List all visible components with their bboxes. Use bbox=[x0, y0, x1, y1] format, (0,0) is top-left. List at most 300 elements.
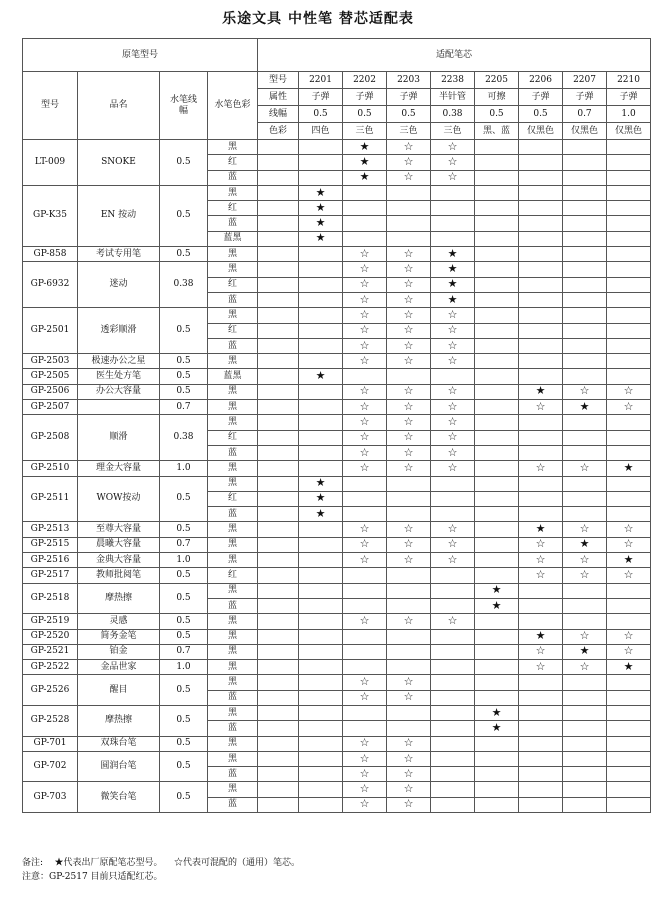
refill-row-label: 型号 bbox=[258, 72, 299, 89]
match-cell bbox=[387, 767, 431, 782]
match-cell bbox=[387, 201, 431, 216]
match-cell bbox=[431, 292, 475, 307]
match-cell bbox=[343, 338, 387, 353]
star-original-icon: ★ bbox=[315, 185, 326, 199]
match-cell bbox=[475, 170, 519, 185]
match-cell bbox=[563, 247, 607, 262]
pen-width-cell: 0.5 bbox=[160, 476, 208, 522]
remark-star-legend: ★代表出厂原配笔芯型号。 bbox=[54, 858, 163, 868]
match-cell bbox=[431, 140, 475, 155]
pen-color-cell: 黑 bbox=[208, 629, 258, 644]
match-cell bbox=[431, 736, 475, 751]
match-cell bbox=[475, 690, 519, 705]
match-cell bbox=[519, 216, 563, 231]
pen-color-cell: 黑 bbox=[208, 614, 258, 629]
pen-name-cell: 晨曦大容量 bbox=[78, 537, 160, 552]
model-header: 型号 bbox=[23, 72, 78, 140]
refill-row-label: 属性 bbox=[258, 89, 299, 106]
match-cell bbox=[607, 155, 651, 170]
match-cell bbox=[563, 736, 607, 751]
match-cell bbox=[563, 430, 607, 445]
match-cell bbox=[299, 537, 343, 552]
match-cell bbox=[387, 797, 431, 812]
star-compatible-icon: ☆ bbox=[403, 399, 414, 413]
match-cell bbox=[607, 598, 651, 613]
table-row bbox=[23, 369, 651, 384]
match-cell bbox=[431, 201, 475, 216]
star-original-icon: ★ bbox=[359, 170, 370, 184]
pen-name-cell: 考试专用笔 bbox=[78, 247, 160, 262]
pen-name-cell: EN 按动 bbox=[78, 185, 160, 246]
match-cell bbox=[519, 369, 563, 384]
match-cell bbox=[299, 292, 343, 307]
match-cell bbox=[607, 185, 651, 200]
pen-width-cell: 1.0 bbox=[160, 553, 208, 568]
match-cell bbox=[431, 323, 475, 338]
match-cell bbox=[299, 415, 343, 430]
pen-color-cell: 蓝黑 bbox=[208, 369, 258, 384]
pen-color-cell: 黑 bbox=[208, 675, 258, 690]
match-cell bbox=[563, 660, 607, 675]
match-cell bbox=[431, 705, 475, 720]
match-cell bbox=[475, 629, 519, 644]
table-row bbox=[23, 705, 651, 720]
match-cell bbox=[387, 644, 431, 659]
match-cell bbox=[607, 736, 651, 751]
star-compatible-icon: ☆ bbox=[535, 659, 546, 673]
star-original-icon: ★ bbox=[623, 659, 634, 673]
match-cell bbox=[519, 583, 563, 598]
pen-model-cell: LT-009 bbox=[23, 140, 78, 186]
refill-attr-cell: 子弹 bbox=[343, 89, 387, 106]
match-cell bbox=[343, 231, 387, 246]
table-row bbox=[23, 522, 651, 537]
table-row bbox=[23, 660, 651, 675]
match-cell bbox=[343, 629, 387, 644]
match-cell bbox=[343, 660, 387, 675]
pen-model-cell: GP-2508 bbox=[23, 415, 78, 461]
blank-cell bbox=[258, 247, 299, 262]
star-original-icon: ★ bbox=[315, 506, 326, 520]
match-cell bbox=[475, 216, 519, 231]
pen-color-cell: 黑 bbox=[208, 247, 258, 262]
star-compatible-icon: ☆ bbox=[359, 399, 370, 413]
match-cell bbox=[475, 369, 519, 384]
match-cell bbox=[519, 690, 563, 705]
match-cell bbox=[475, 507, 519, 522]
match-cell bbox=[607, 323, 651, 338]
match-cell bbox=[475, 292, 519, 307]
match-cell bbox=[387, 338, 431, 353]
star-compatible-icon: ☆ bbox=[359, 522, 370, 536]
star-compatible-icon: ☆ bbox=[403, 353, 414, 367]
match-cell bbox=[431, 598, 475, 613]
star-compatible-icon: ☆ bbox=[403, 430, 414, 444]
match-cell bbox=[343, 675, 387, 690]
table-row bbox=[23, 751, 651, 766]
match-cell bbox=[607, 751, 651, 766]
pen-color-cell: 黑 bbox=[208, 782, 258, 797]
match-cell bbox=[607, 491, 651, 506]
match-cell bbox=[299, 400, 343, 415]
match-cell bbox=[431, 797, 475, 812]
match-cell bbox=[475, 491, 519, 506]
match-cell bbox=[431, 445, 475, 460]
match-cell bbox=[563, 354, 607, 369]
blank-cell bbox=[258, 384, 299, 399]
pen-color-cell: 蓝 bbox=[208, 216, 258, 231]
match-cell bbox=[387, 308, 431, 323]
star-compatible-icon: ☆ bbox=[447, 460, 458, 474]
match-cell bbox=[431, 629, 475, 644]
star-compatible-icon: ☆ bbox=[359, 751, 370, 765]
table-row bbox=[23, 415, 651, 430]
match-cell bbox=[299, 721, 343, 736]
caution-line: 注意：GP-2517 目前只适配红芯。 bbox=[22, 872, 163, 882]
star-compatible-icon: ☆ bbox=[447, 384, 458, 398]
width-header: 水笔线幅 bbox=[160, 72, 208, 140]
match-cell bbox=[299, 445, 343, 460]
pen-color-cell: 蓝 bbox=[208, 598, 258, 613]
pen-color-cell: 黑 bbox=[208, 553, 258, 568]
match-cell bbox=[343, 155, 387, 170]
star-compatible-icon: ☆ bbox=[403, 246, 414, 260]
match-cell bbox=[475, 185, 519, 200]
pen-color-cell: 蓝 bbox=[208, 767, 258, 782]
pen-color-cell: 黑 bbox=[208, 262, 258, 277]
table-row bbox=[23, 400, 651, 415]
star-original-icon: ★ bbox=[315, 200, 326, 214]
blank-cell bbox=[258, 767, 299, 782]
pen-model-cell: GP-2516 bbox=[23, 553, 78, 568]
star-compatible-icon: ☆ bbox=[535, 644, 546, 658]
match-cell bbox=[475, 751, 519, 766]
pen-model-cell: GP-2517 bbox=[23, 568, 78, 583]
refill-width-cell: 0.38 bbox=[431, 106, 475, 123]
star-compatible-icon: ☆ bbox=[403, 262, 414, 276]
blank-cell bbox=[258, 553, 299, 568]
pen-name-cell bbox=[78, 400, 160, 415]
blank-cell bbox=[258, 400, 299, 415]
blank-cell bbox=[258, 216, 299, 231]
match-cell bbox=[299, 675, 343, 690]
match-cell bbox=[607, 629, 651, 644]
star-compatible-icon: ☆ bbox=[403, 338, 414, 352]
match-cell bbox=[343, 201, 387, 216]
match-cell bbox=[475, 660, 519, 675]
match-cell bbox=[475, 721, 519, 736]
match-cell bbox=[519, 461, 563, 476]
match-cell bbox=[387, 751, 431, 766]
match-cell bbox=[387, 185, 431, 200]
pen-width-cell: 0.5 bbox=[160, 751, 208, 782]
match-cell bbox=[475, 231, 519, 246]
match-cell bbox=[475, 782, 519, 797]
table-row bbox=[23, 185, 651, 200]
table-row bbox=[23, 644, 651, 659]
match-cell bbox=[519, 629, 563, 644]
pen-model-cell: GP-6932 bbox=[23, 262, 78, 308]
pen-color-cell: 黑 bbox=[208, 185, 258, 200]
pen-width-cell: 1.0 bbox=[160, 461, 208, 476]
match-cell bbox=[519, 430, 563, 445]
match-cell bbox=[607, 247, 651, 262]
star-compatible-icon: ☆ bbox=[623, 537, 634, 551]
match-cell bbox=[607, 568, 651, 583]
pen-name-cell: 圆润台笔 bbox=[78, 751, 160, 782]
pen-width-cell: 0.38 bbox=[160, 262, 208, 308]
star-compatible-icon: ☆ bbox=[447, 338, 458, 352]
match-cell bbox=[519, 675, 563, 690]
match-cell bbox=[343, 736, 387, 751]
star-compatible-icon: ☆ bbox=[447, 552, 458, 566]
match-cell bbox=[431, 675, 475, 690]
match-cell bbox=[475, 140, 519, 155]
pen-color-cell: 黑 bbox=[208, 461, 258, 476]
blank-cell bbox=[258, 369, 299, 384]
star-compatible-icon: ☆ bbox=[359, 613, 370, 627]
pen-model-cell: GP-2501 bbox=[23, 308, 78, 354]
blank-cell bbox=[258, 751, 299, 766]
match-cell bbox=[607, 797, 651, 812]
pen-name-cell: 摩热擦 bbox=[78, 583, 160, 614]
match-cell bbox=[343, 491, 387, 506]
refill-colors-cell: 三色 bbox=[431, 123, 475, 140]
match-cell bbox=[519, 644, 563, 659]
remark-label: 备注: bbox=[22, 858, 44, 868]
pen-color-cell: 黑 bbox=[208, 384, 258, 399]
star-compatible-icon: ☆ bbox=[403, 552, 414, 566]
match-cell bbox=[607, 767, 651, 782]
section-original-header: 原笔型号 bbox=[23, 39, 258, 72]
match-cell bbox=[563, 583, 607, 598]
match-cell bbox=[563, 537, 607, 552]
pen-width-cell: 0.5 bbox=[160, 140, 208, 186]
pen-name-cell: 简务金笔 bbox=[78, 629, 160, 644]
match-cell bbox=[563, 400, 607, 415]
match-cell bbox=[387, 140, 431, 155]
star-compatible-icon: ☆ bbox=[535, 537, 546, 551]
match-cell bbox=[475, 583, 519, 598]
pen-color-cell: 红 bbox=[208, 201, 258, 216]
match-cell bbox=[475, 445, 519, 460]
pen-color-cell: 黑 bbox=[208, 705, 258, 720]
match-cell bbox=[607, 583, 651, 598]
match-cell bbox=[387, 292, 431, 307]
refill-row-label: 色彩 bbox=[258, 123, 299, 140]
match-cell bbox=[431, 507, 475, 522]
refill-width-cell: 0.7 bbox=[563, 106, 607, 123]
match-cell bbox=[475, 537, 519, 552]
pen-width-cell: 0.5 bbox=[160, 736, 208, 751]
pen-model-cell: GP-703 bbox=[23, 782, 78, 813]
match-cell bbox=[387, 721, 431, 736]
match-cell bbox=[519, 231, 563, 246]
match-cell bbox=[299, 384, 343, 399]
pen-name-cell: 金品世家 bbox=[78, 660, 160, 675]
pen-width-cell: 0.38 bbox=[160, 415, 208, 461]
match-cell bbox=[519, 384, 563, 399]
pen-color-cell: 黑 bbox=[208, 354, 258, 369]
match-cell bbox=[563, 797, 607, 812]
table-row bbox=[23, 736, 651, 751]
match-cell bbox=[387, 598, 431, 613]
match-cell bbox=[519, 705, 563, 720]
match-cell bbox=[607, 231, 651, 246]
match-cell bbox=[475, 262, 519, 277]
match-cell bbox=[475, 568, 519, 583]
star-compatible-icon: ☆ bbox=[403, 445, 414, 459]
star-compatible-icon: ☆ bbox=[359, 537, 370, 551]
pen-width-cell: 0.5 bbox=[160, 308, 208, 354]
pen-width-cell: 0.5 bbox=[160, 568, 208, 583]
match-cell bbox=[343, 384, 387, 399]
match-cell bbox=[299, 277, 343, 292]
match-cell bbox=[387, 614, 431, 629]
match-cell bbox=[299, 522, 343, 537]
table-row bbox=[23, 476, 651, 491]
table-row bbox=[23, 308, 651, 323]
match-cell bbox=[519, 247, 563, 262]
match-cell bbox=[299, 216, 343, 231]
refill-width-cell: 0.5 bbox=[519, 106, 563, 123]
match-cell bbox=[519, 767, 563, 782]
match-cell bbox=[387, 568, 431, 583]
match-cell bbox=[431, 491, 475, 506]
star-compatible-icon: ☆ bbox=[359, 736, 370, 750]
match-cell bbox=[475, 522, 519, 537]
table-row bbox=[23, 461, 651, 476]
refill-header-row bbox=[23, 72, 651, 89]
match-cell bbox=[607, 476, 651, 491]
pen-model-cell: GP-2521 bbox=[23, 644, 78, 659]
match-cell bbox=[519, 537, 563, 552]
match-cell bbox=[387, 323, 431, 338]
table-row bbox=[23, 553, 651, 568]
match-cell bbox=[431, 522, 475, 537]
match-cell bbox=[563, 338, 607, 353]
match-cell bbox=[519, 323, 563, 338]
pen-name-cell: 铂金 bbox=[78, 644, 160, 659]
match-cell bbox=[563, 553, 607, 568]
match-cell bbox=[607, 675, 651, 690]
match-cell bbox=[519, 598, 563, 613]
refill-attr-cell: 子弹 bbox=[387, 89, 431, 106]
blank-cell bbox=[258, 644, 299, 659]
match-cell bbox=[343, 537, 387, 552]
blank-cell bbox=[258, 782, 299, 797]
star-compatible-icon: ☆ bbox=[403, 460, 414, 474]
match-cell bbox=[607, 354, 651, 369]
match-cell bbox=[563, 675, 607, 690]
pen-width-cell: 0.5 bbox=[160, 782, 208, 813]
pen-name-cell: 摩热擦 bbox=[78, 705, 160, 736]
star-compatible-icon: ☆ bbox=[403, 675, 414, 689]
table-row bbox=[23, 537, 651, 552]
match-cell bbox=[519, 185, 563, 200]
match-cell bbox=[563, 170, 607, 185]
blank-cell bbox=[258, 797, 299, 812]
match-cell bbox=[431, 568, 475, 583]
pen-name-cell: 顺滑 bbox=[78, 415, 160, 461]
match-cell bbox=[431, 354, 475, 369]
match-cell bbox=[299, 461, 343, 476]
pen-color-cell: 黑 bbox=[208, 644, 258, 659]
match-cell bbox=[431, 782, 475, 797]
match-cell bbox=[299, 767, 343, 782]
match-cell bbox=[343, 445, 387, 460]
match-cell bbox=[563, 568, 607, 583]
blank-cell bbox=[258, 170, 299, 185]
match-cell bbox=[343, 277, 387, 292]
star-original-icon: ★ bbox=[623, 460, 634, 474]
star-compatible-icon: ☆ bbox=[623, 522, 634, 536]
match-cell bbox=[519, 201, 563, 216]
pen-name-cell: 至尊大容量 bbox=[78, 522, 160, 537]
match-cell bbox=[431, 660, 475, 675]
pen-width-cell: 0.5 bbox=[160, 629, 208, 644]
match-cell bbox=[387, 231, 431, 246]
match-cell bbox=[607, 338, 651, 353]
pen-model-cell: GP-2503 bbox=[23, 354, 78, 369]
star-compatible-icon: ☆ bbox=[359, 797, 370, 811]
pen-width-cell: 0.7 bbox=[160, 537, 208, 552]
match-cell bbox=[343, 522, 387, 537]
star-compatible-icon: ☆ bbox=[359, 338, 370, 352]
pen-model-cell: GP-2518 bbox=[23, 583, 78, 614]
match-cell bbox=[299, 736, 343, 751]
pen-color-cell: 红 bbox=[208, 430, 258, 445]
star-original-icon: ★ bbox=[447, 246, 458, 260]
match-cell bbox=[343, 292, 387, 307]
match-cell bbox=[563, 507, 607, 522]
match-cell bbox=[475, 247, 519, 262]
refill-colors-cell: 仅黑色 bbox=[519, 123, 563, 140]
pen-name-cell: 极速办公之星 bbox=[78, 354, 160, 369]
match-cell bbox=[387, 430, 431, 445]
refill-width-cell: 0.5 bbox=[299, 106, 343, 123]
star-original-icon: ★ bbox=[535, 384, 546, 398]
match-cell bbox=[519, 338, 563, 353]
match-cell bbox=[387, 277, 431, 292]
star-original-icon: ★ bbox=[315, 231, 326, 245]
refill-width-cell: 0.5 bbox=[343, 106, 387, 123]
pen-width-cell: 0.7 bbox=[160, 400, 208, 415]
pen-width-cell: 0.5 bbox=[160, 614, 208, 629]
match-cell bbox=[343, 461, 387, 476]
table-row bbox=[23, 384, 651, 399]
match-cell bbox=[475, 614, 519, 629]
match-cell bbox=[299, 660, 343, 675]
refill-attr-cell: 子弹 bbox=[563, 89, 607, 106]
pen-color-cell: 红 bbox=[208, 155, 258, 170]
match-cell bbox=[431, 262, 475, 277]
match-cell bbox=[299, 185, 343, 200]
star-compatible-icon: ☆ bbox=[579, 522, 590, 536]
match-cell bbox=[299, 583, 343, 598]
star-compatible-icon: ☆ bbox=[359, 246, 370, 260]
match-cell bbox=[475, 323, 519, 338]
pen-width-cell: 0.5 bbox=[160, 384, 208, 399]
match-cell bbox=[387, 583, 431, 598]
match-cell bbox=[299, 369, 343, 384]
match-cell bbox=[475, 644, 519, 659]
refill-model-cell: 2238 bbox=[431, 72, 475, 89]
match-cell bbox=[387, 461, 431, 476]
pen-color-cell: 黑 bbox=[208, 537, 258, 552]
refill-colors-cell: 仅黑色 bbox=[607, 123, 651, 140]
match-cell bbox=[475, 767, 519, 782]
